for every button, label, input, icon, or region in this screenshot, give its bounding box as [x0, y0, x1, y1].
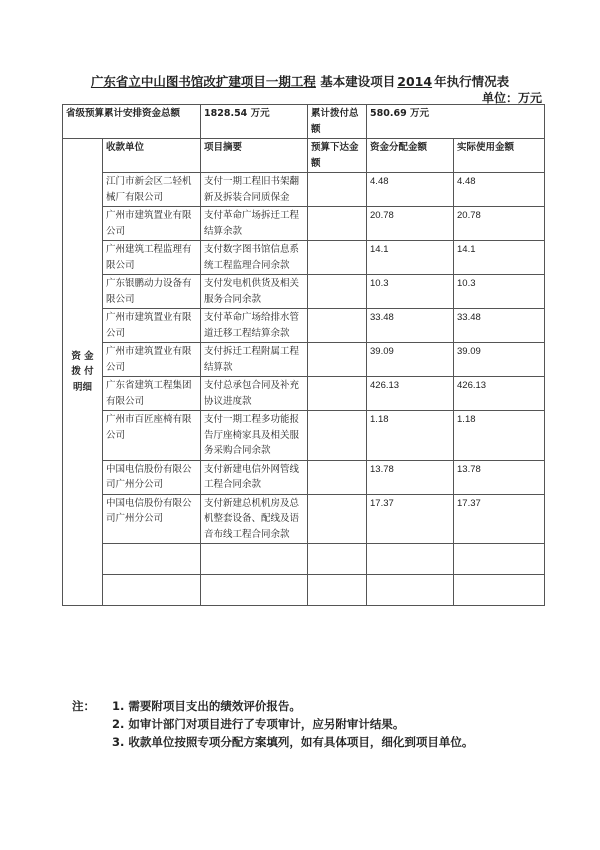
- empty-cell: [103, 575, 201, 606]
- empty-cell: [367, 544, 454, 575]
- cell-allocated: 1.18: [367, 411, 454, 461]
- cell-budget-issued: [308, 377, 367, 411]
- cell-actual: 1.18: [454, 411, 545, 461]
- cell-budget-issued: [308, 460, 367, 494]
- cell-payee: 广州市建筑置业有限公司: [103, 343, 201, 377]
- cell-payee: 广州市建筑置业有限公司: [103, 309, 201, 343]
- cell-actual: 426.13: [454, 377, 545, 411]
- cell-allocated: 14.1: [367, 241, 454, 275]
- budget-total-label: 省级预算累计安排资金总额: [63, 105, 201, 139]
- side-label: 资 金 拨 付 明细: [63, 139, 103, 606]
- empty-cell: [201, 544, 308, 575]
- cell-summary: 支付一期工程旧书架翻新及拆装合同质保金: [201, 173, 308, 207]
- cell-allocated: 426.13: [367, 377, 454, 411]
- col-actual: 实际使用金额: [454, 139, 545, 173]
- document-title: [60, 72, 540, 90]
- cell-summary: 支付新建总机机房及总机整套设备、配线及语音布线工程合同余款: [201, 494, 308, 544]
- column-header-row: [63, 139, 545, 173]
- empty-cell: [454, 544, 545, 575]
- cell-allocated: 33.48: [367, 309, 454, 343]
- cell-payee: 中国电信股份有限公司广州分公司: [103, 494, 201, 544]
- empty-cell: [103, 544, 201, 575]
- title-year: 2014: [397, 74, 433, 89]
- empty-cell: [367, 575, 454, 606]
- notes-label: 注：: [72, 699, 95, 713]
- table-row: [63, 275, 545, 309]
- table-row: [63, 241, 545, 275]
- table-row: [63, 207, 545, 241]
- cell-budget-issued: [308, 241, 367, 275]
- note-item: 3. 收款单位按照专项分配方案填列，如有具体项目，细化到项目单位。: [112, 735, 474, 749]
- unit-label: 单位：万元: [481, 91, 542, 105]
- paid-total-label: 累计拨付总额: [308, 105, 367, 139]
- cell-actual: 14.1: [454, 241, 545, 275]
- cell-payee: 中国电信股份有限公司广州分公司: [103, 460, 201, 494]
- cell-allocated: 10.3: [367, 275, 454, 309]
- cell-payee: 广东省建筑工程集团有限公司: [103, 377, 201, 411]
- col-allocated: 资金分配金额: [367, 139, 454, 173]
- cell-budget-issued: [308, 343, 367, 377]
- table-row: [63, 173, 545, 207]
- cell-actual: 39.09: [454, 343, 545, 377]
- note-item: 1. 需要附项目支出的绩效评价报告。: [112, 699, 301, 713]
- empty-cell: [201, 575, 308, 606]
- cell-budget-issued: [308, 173, 367, 207]
- cell-allocated: 17.37: [367, 494, 454, 544]
- cell-summary: 支付一期工程多功能报告厅座椅家具及相关服务采购合同余款: [201, 411, 308, 461]
- cell-budget-issued: [308, 207, 367, 241]
- empty-cell: [308, 544, 367, 575]
- notes-block: [72, 697, 542, 751]
- empty-cell: [454, 575, 545, 606]
- paid-total-value: 580.69 万元: [367, 105, 545, 139]
- col-payee: 收款单位: [103, 139, 201, 173]
- empty-row: [63, 575, 545, 606]
- cell-budget-issued: [308, 275, 367, 309]
- cell-payee: 江门市新会区二轻机械厂有限公司: [103, 173, 201, 207]
- empty-cell: [308, 575, 367, 606]
- table-row: [63, 460, 545, 494]
- cell-actual: 10.3: [454, 275, 545, 309]
- cell-summary: 支付拆迁工程附属工程结算款: [201, 343, 308, 377]
- cell-allocated: 39.09: [367, 343, 454, 377]
- title-suffix: 年执行情况表: [434, 74, 510, 89]
- cell-allocated: 13.78: [367, 460, 454, 494]
- cell-summary: 支付数字图书馆信息系统工程监理合同余款: [201, 241, 308, 275]
- cell-summary: 支付总承包合同及补充协议进度款: [201, 377, 308, 411]
- cell-summary: 支付新建电信外网管线工程合同余款: [201, 460, 308, 494]
- cell-payee: 广州建筑工程监理有限公司: [103, 241, 201, 275]
- cell-budget-issued: [308, 411, 367, 461]
- cell-actual: 33.48: [454, 309, 545, 343]
- execution-table: [62, 104, 545, 606]
- cell-summary: 支付发电机供货及相关服务合同余款: [201, 275, 308, 309]
- cell-summary: 支付革命广场拆迁工程结算余款: [201, 207, 308, 241]
- table-row: [63, 494, 545, 544]
- cell-actual: 4.48: [454, 173, 545, 207]
- cell-budget-issued: [308, 309, 367, 343]
- budget-total-value: 1828.54 万元: [201, 105, 308, 139]
- cell-budget-issued: [308, 494, 367, 544]
- cell-actual: 13.78: [454, 460, 545, 494]
- summary-row: [63, 105, 545, 139]
- title-project-name: 广东省立中山图书馆改扩建项目一期工程: [90, 74, 316, 89]
- cell-payee: 广东银鹏动力设备有限公司: [103, 275, 201, 309]
- cell-actual: 17.37: [454, 494, 545, 544]
- table-row: [63, 343, 545, 377]
- cell-payee: 广州市百匠座椅有限公司: [103, 411, 201, 461]
- cell-allocated: 20.78: [367, 207, 454, 241]
- cell-summary: 支付革命广场给排水管道迁移工程结算余款: [201, 309, 308, 343]
- table-row: [63, 309, 545, 343]
- cell-actual: 20.78: [454, 207, 545, 241]
- col-summary: 项目摘要: [201, 139, 308, 173]
- empty-row: [63, 544, 545, 575]
- col-budget-issued: 预算下达金额: [308, 139, 367, 173]
- table-row: [63, 377, 545, 411]
- title-category: 基本建设项目: [315, 74, 396, 89]
- cell-payee: 广州市建筑置业有限公司: [103, 207, 201, 241]
- note-item: 2. 如审计部门对项目进行了专项审计，应另附审计结果。: [112, 717, 405, 731]
- cell-allocated: 4.48: [367, 173, 454, 207]
- table-row: [63, 411, 545, 461]
